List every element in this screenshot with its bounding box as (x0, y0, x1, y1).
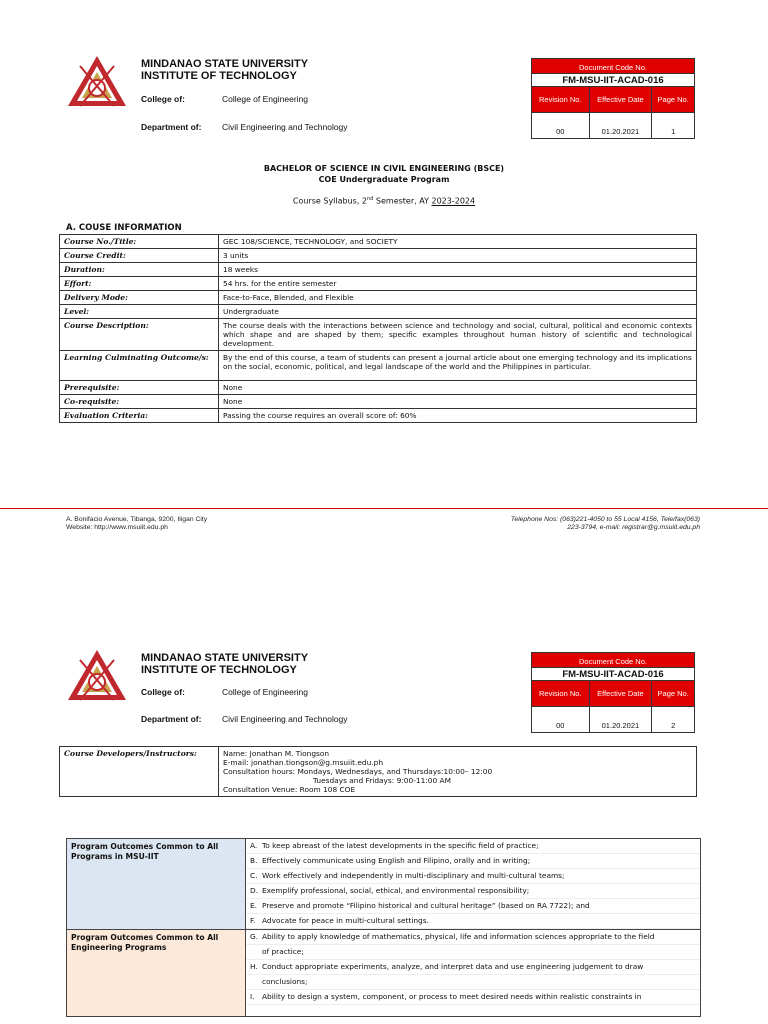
program-outcome-letter: G. (250, 932, 259, 941)
effective-value: 01.20.2021 (589, 707, 652, 733)
doc-code-value: FM-MSU-IIT-ACAD-016 (532, 74, 695, 87)
program-outcome-item (246, 854, 700, 869)
po-group1-list (246, 839, 701, 930)
developers-table (59, 746, 697, 797)
course-info-value: 3 units (219, 249, 697, 263)
page-number: 2 (652, 707, 695, 733)
college-value: College of Engineering (222, 687, 309, 697)
program-outcome-text: Conduct appropriate experiments, analyze, and interpret data and use engineering judgement to draw (262, 962, 644, 971)
program-outcome-item (246, 839, 700, 854)
developers-details (219, 747, 697, 797)
course-info-row (60, 319, 697, 351)
revision-value: 00 (532, 707, 590, 733)
instructor-name: Name: Jonathan M. Tiongson (223, 749, 330, 758)
program-outcome-letter: C. (250, 871, 258, 880)
course-info-row (60, 409, 697, 423)
program-outcome-text: Ability to apply knowledge of mathematics, physical, life and information sciences appropriate to the field (262, 932, 655, 941)
course-info-value: By the end of this course, a team of students can present a journal article about one emerging technology and its implications on the social, economic, political, and legal landscape of the world and the Philippines in particular. (219, 351, 697, 381)
course-info-row (60, 351, 697, 381)
instructor-email: E-mail: jonathan.tiongson@g.msuiit.edu.ph (223, 758, 384, 767)
course-info-value: None (219, 381, 697, 395)
program-outcome-letter: H. (250, 962, 258, 971)
course-info-key: Evaluation Criteria: (60, 409, 219, 423)
university-seal-icon (66, 648, 128, 704)
department-label: Department of: (141, 122, 202, 132)
course-info-value: Passing the course requires an overall score of: 60% (219, 409, 697, 423)
footer-phone-line2: 223-3794, e-mail: registrar@g.msuiit.edu.ph (567, 524, 700, 531)
consultation-hours-2: Tuesdays and Fridays: 9:00-11:00 AM (313, 776, 451, 785)
program-outcome-text: Effectively communicate using English and Filipino, orally and in writing; (262, 856, 531, 865)
page-number: 1 (652, 113, 695, 139)
course-info-key: Course Credit: (60, 249, 219, 263)
college-label: College of: (141, 94, 185, 104)
course-info-key: Delivery Mode: (60, 291, 219, 305)
course-info-table (59, 234, 697, 423)
program-outcome-text: Preserve and promote “Filipino historical and cultural heritage” (based on RA 7722); and (262, 901, 590, 910)
course-info-row (60, 305, 697, 319)
course-info-key: Effort: (60, 277, 219, 291)
course-info-value: None (219, 395, 697, 409)
footer-address (66, 516, 207, 532)
course-info-value: Face-to-Face, Blended, and Flexible (219, 291, 697, 305)
consultation-venue: Consultation Venue: Room 108 COE (223, 785, 356, 794)
program-outcome-text: Exemplify professional, social, ethical, and environmental responsibility; (262, 886, 530, 895)
document-code-table (531, 652, 695, 733)
college-label: College of: (141, 687, 185, 697)
po-group2-label: Program Outcomes Common to All Engineering Programs (67, 930, 246, 1017)
course-info-row (60, 249, 697, 263)
program-outcome-item (246, 975, 700, 990)
effective-label: Effective Date (589, 681, 652, 707)
program-outcome-item (246, 930, 700, 945)
footer-address-line1: A. Bonifacio Avenue, Tibanga, 9200, Iligan City (66, 516, 208, 523)
doc-code-title: Document Code No. (532, 59, 695, 74)
page-label: Page No. (652, 681, 695, 707)
syllabus-line (0, 196, 768, 206)
program-outcome-letter: D. (250, 886, 259, 895)
program-outcome-letter (250, 975, 262, 989)
effective-value: 01.20.2021 (589, 113, 652, 139)
program-outcome-text: To keep abreast of the latest developments in the specific field of practice; (262, 841, 539, 850)
program-outcome-item (246, 914, 700, 929)
college-value: College of Engineering (222, 94, 309, 104)
course-info-value: GEC 108/SCIENCE, TECHNOLOGY, and SOCIETY (219, 235, 697, 249)
course-info-key: Duration: (60, 263, 219, 277)
program-outcome-letter: B. (250, 856, 258, 865)
doc-code-title: Document Code No. (532, 653, 695, 668)
course-info-key: Co-requisite: (60, 395, 219, 409)
program-outcome-text: Advocate for peace in multi-cultural settings. (262, 916, 429, 925)
course-info-value: 54 hrs. for the entire semester (219, 277, 697, 291)
revision-label: Revision No. (532, 87, 590, 113)
institute-name: INSTITUTE OF TECHNOLOGY (141, 664, 297, 676)
page-label: Page No. (652, 87, 695, 113)
effective-label: Effective Date (589, 87, 652, 113)
program-outcome-item (246, 884, 700, 899)
consultation-hours: Consultation hours: Mondays, Wednesdays, and Thursdays:10:00– 12:00 (223, 767, 493, 776)
revision-value: 00 (532, 113, 590, 139)
program-outcome-letter: A. (250, 841, 258, 850)
course-info-value: Undergraduate (219, 305, 697, 319)
course-info-key: Prerequisite: (60, 381, 219, 395)
po-group2-list (246, 930, 701, 1017)
program-outcome-letter: E. (250, 901, 258, 910)
university-name: MINDANAO STATE UNIVERSITY (141, 58, 309, 70)
department-label: Department of: (141, 714, 202, 724)
course-info-key: Level: (60, 305, 219, 319)
course-info-row (60, 235, 697, 249)
program-outcome-item (246, 945, 700, 960)
department-value: Civil Engineering and Technology (222, 714, 348, 724)
university-name: MINDANAO STATE UNIVERSITY (141, 652, 309, 664)
footer-website: Website: http://www.msuiit.edu.ph (66, 524, 168, 531)
footer-divider (0, 508, 768, 509)
course-info-key: Course No./Title: (60, 235, 219, 249)
course-info-row (60, 395, 697, 409)
course-info-row (60, 381, 697, 395)
syllabus-mid: Semester, AY (373, 196, 432, 206)
program-outcome-item (246, 869, 700, 884)
program-outcome-item (246, 960, 700, 975)
department-value: Civil Engineering and Technology (222, 122, 348, 132)
program-title: BACHELOR OF SCIENCE IN CIVIL ENGINEERING (BSCE) (263, 164, 505, 173)
program-outcome-item (246, 990, 700, 1005)
doc-code-value: FM-MSU-IIT-ACAD-016 (532, 668, 695, 681)
syllabus-sup: nd (367, 196, 374, 202)
course-info-key: Learning Culminating Outcome/s: (60, 351, 219, 381)
section-a-heading: A. COUSE INFORMATION (66, 223, 182, 233)
revision-label: Revision No. (532, 681, 590, 707)
program-outcome-text: of practice; (262, 947, 304, 956)
institute-name: INSTITUTE OF TECHNOLOGY (141, 70, 297, 82)
program-outcome-item (246, 899, 700, 914)
program-subtitle: COE Undergraduate Program (318, 175, 450, 184)
program-outcome-letter: I. (250, 992, 255, 1001)
program-outcome-text: conclusions; (262, 977, 308, 986)
footer-contact (511, 516, 700, 532)
document-code-table (531, 58, 695, 139)
program-outcome-letter: F. (250, 916, 256, 925)
course-info-key: Course Description: (60, 319, 219, 351)
syllabus-year: 2023-2024 (431, 196, 476, 206)
program-outcome-text: Ability to design a system, component, or process to meet desired needs within realistic constraints in (262, 992, 642, 1001)
course-info-value: 18 weeks (219, 263, 697, 277)
developers-label: Course Developers/Instructors: (60, 747, 219, 797)
program-outcomes-table (66, 838, 701, 1017)
program-outcome-text: Work effectively and independently in multi-disciplinary and multi-cultural teams; (262, 871, 565, 880)
syllabus-prefix: Course Syllabus, 2 (292, 196, 368, 206)
course-info-row (60, 277, 697, 291)
course-info-value: The course deals with the interactions between science and technology and social, cultural, political and economic contexts which shape and are shaped by them; specific examples throughout human history of scientific and technological development. (219, 319, 697, 351)
program-outcome-letter (250, 945, 262, 959)
course-info-row (60, 263, 697, 277)
university-seal-icon (66, 54, 128, 110)
course-info-row (60, 291, 697, 305)
footer-phone-line1: Telephone Nos: (063)221-4050 to 55 Local 4156, Tele/fax(063) (510, 516, 700, 523)
po-group1-label: Program Outcomes Common to All Programs in MSU-IIT (67, 839, 246, 930)
